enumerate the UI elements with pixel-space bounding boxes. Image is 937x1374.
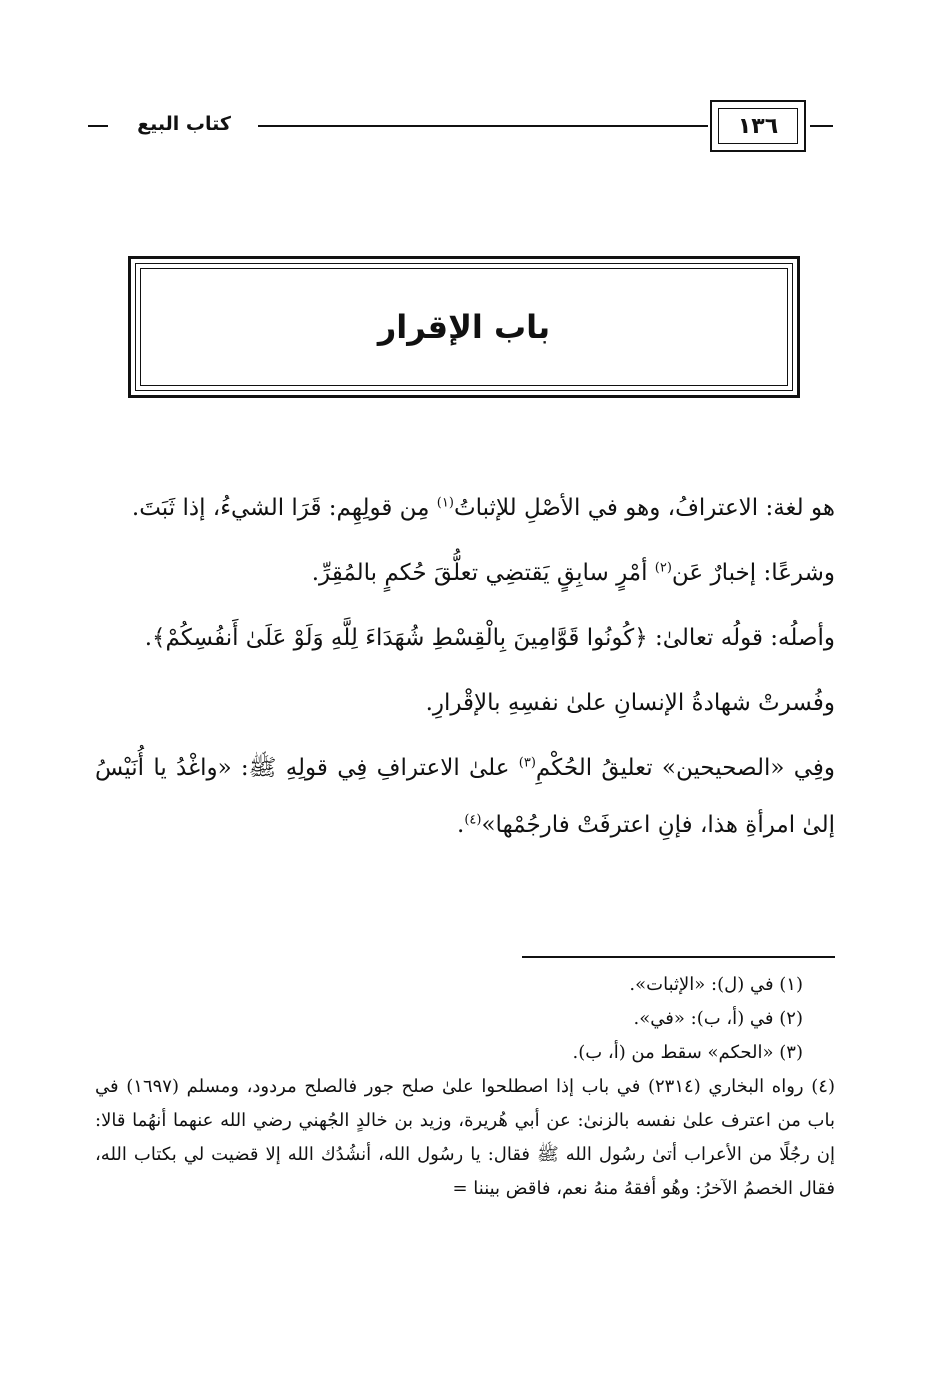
paragraph-text: هو لغة: الاعترافُ، وهو في الأصْلِ للإثباتُ bbox=[453, 495, 835, 521]
page-number: ١٣٦ bbox=[737, 113, 779, 139]
footnote-ref-1[interactable]: (١) bbox=[436, 495, 454, 511]
header-rule-right bbox=[810, 125, 833, 127]
footnote-3: (٣) «الحكم» سقط من (أ، ب). bbox=[572, 1042, 803, 1063]
footnotes bbox=[95, 968, 835, 1206]
footnote-ref-2[interactable]: (٢) bbox=[654, 560, 672, 576]
header-rule-middle bbox=[258, 125, 708, 127]
page-number-box bbox=[710, 100, 806, 152]
paragraph-text: وفِي «الصحيحين» تعليقُ الحُكْمِ bbox=[535, 755, 836, 781]
footnote-2: (٢) في (أ، ب): «في». bbox=[633, 1008, 803, 1029]
paragraph-sahihayn bbox=[95, 740, 835, 854]
footnote-ref-3[interactable]: (٣) bbox=[518, 755, 536, 771]
main-text bbox=[95, 480, 835, 854]
footnote-separator bbox=[522, 956, 835, 958]
paragraph-text: مِن قولِهِم: قَرَا الشيءُ، إذا ثَبَتَ. bbox=[131, 495, 437, 521]
running-header bbox=[88, 98, 833, 154]
frame-innermost bbox=[140, 268, 788, 386]
header-rule-left bbox=[88, 125, 108, 127]
footnote-ref-4[interactable]: (٤) bbox=[464, 812, 482, 828]
paragraph-interpretation: وفُسرتْ شهادةُ الإنسانِ علىٰ نفسِهِ بالإقْرارِ. bbox=[425, 690, 835, 716]
paragraph-definition-language bbox=[95, 480, 835, 537]
chapter-title-frame bbox=[128, 256, 800, 398]
footnote-1: (١) في (ل): «الإثبات». bbox=[629, 974, 803, 995]
paragraph-text: أمْرٍ سابِقٍ يَقتضِي تعلُّقَ حُكمٍ بالمُقِرِّ. bbox=[311, 560, 655, 586]
paragraph-text: وشرعًا: إخبارٌ عَن bbox=[671, 560, 835, 586]
paragraph-definition-sharia bbox=[95, 545, 835, 602]
paragraph-origin-verse: وأصلُه: قولُه تعالىٰ: ﴿كُونُوا قَوَّامِينَ بِالْقِسْطِ شُهَدَاءَ لِلَّهِ وَلَوْ عَلَىٰ أَنفُسِكُمْ﴾. bbox=[144, 625, 835, 651]
paragraph-text: علىٰ الاعترافِ فِي قولِهِ ﷺ: «واغْدُ يا أُنَيْسُ إلىٰ امرأةِ هذا، فإنِ اعترفَتْ فارجُمْها» bbox=[95, 755, 835, 838]
chapter-title: باب الإقرار bbox=[377, 308, 551, 346]
page-number-inner-frame bbox=[718, 108, 798, 144]
paragraph-text: . bbox=[457, 812, 465, 838]
footnote-4: (٤) رواه البخاري (٢٣١٤) في باب إذا اصطلحوا علىٰ صلح جور فالصلح مردود، ومسلم (١٦٩٧) في باب من اعترف علىٰ نفسه بالزنىٰ: عن أبي هُريرة، وزيد بن خالدٍ الجُهني رضي الله عنهما أنهُما قالا: إن رجُلًا من الأعراب أتىٰ رسُول الله ﷺ فقال: يا رسُول الله، أنشُدُك الله إلا قضيت لي بكتاب الله، فقال الخصمُ الآخرُ: وهُو أفقهُ منهُ نعم، فاقض بيننا = bbox=[95, 1076, 835, 1199]
book-title: كتاب البيع bbox=[137, 113, 231, 135]
